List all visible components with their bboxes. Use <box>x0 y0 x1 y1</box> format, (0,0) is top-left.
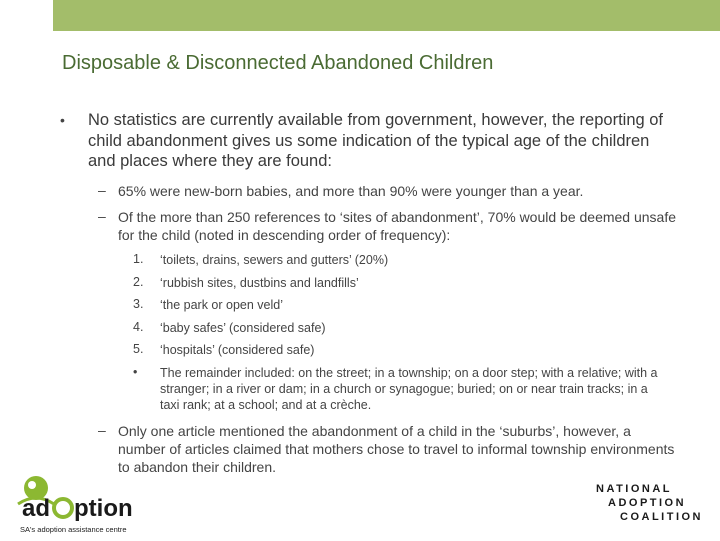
logo-line-national: NATIONAL <box>596 483 673 495</box>
point-sites: Of the more than 250 references to ‘sites of abandonment’, 70% would be deemed unsafe for the child (noted in descending order of frequency): <box>118 209 677 243</box>
list-marker: 2. <box>133 275 144 289</box>
list-item: ‘hospitals’ (considered safe) <box>160 343 315 357</box>
adoption-logo <box>8 474 158 536</box>
logo-word-ad: ad <box>22 495 51 522</box>
logo-word-ption: ption <box>74 495 133 522</box>
list-item: ‘toilets, drains, sewers and gutters’ (20%) <box>160 253 389 267</box>
list-marker: 5. <box>133 342 144 356</box>
list-marker: 4. <box>133 320 144 334</box>
list-marker: 3. <box>133 297 144 311</box>
dash-marker: – <box>98 208 106 224</box>
list-item: ‘baby safes’ (considered safe) <box>160 321 326 335</box>
slide-title: Disposable & Disconnected Abandoned Children <box>62 52 494 74</box>
point-newborn: 65% were new-born babies, and more than 90% were younger than a year. <box>118 183 584 199</box>
dash-marker: – <box>98 182 106 198</box>
list-marker: • <box>133 365 138 379</box>
list-item: ‘the park or open veld’ <box>160 298 283 312</box>
nac-logo <box>594 480 712 525</box>
point-suburbs: Only one article mentioned the abandonment of a child in the ‘suburbs’, however, a number of articles claimed that mothers chose to travel to informal township environments to abandon their children. <box>118 423 675 475</box>
top-accent-bar <box>53 0 720 31</box>
logo-line-adoption: ADOPTION <box>608 497 687 509</box>
list-item: ‘rubbish sites, dustbins and landfills’ <box>160 276 359 290</box>
intro-bullet: • <box>60 112 65 128</box>
logo-tagline: SA's adoption assistance centre <box>20 525 127 534</box>
list-item: The remainder included: on the street; in a township; on a door step; with a relative; with a stranger; in a river or dam; in a church or synagogue; buried; on or near train tracks; in a taxi rank; at a school; and at a crèche. <box>160 366 658 412</box>
dash-marker: – <box>98 422 106 438</box>
list-marker: 1. <box>133 252 144 266</box>
intro-text: No statistics are currently available from government, however, the reporting of child abandonment gives us some indication of the typical age of the children and places where they are found: <box>88 111 664 170</box>
logo-line-coalition: COALITION <box>620 511 703 523</box>
